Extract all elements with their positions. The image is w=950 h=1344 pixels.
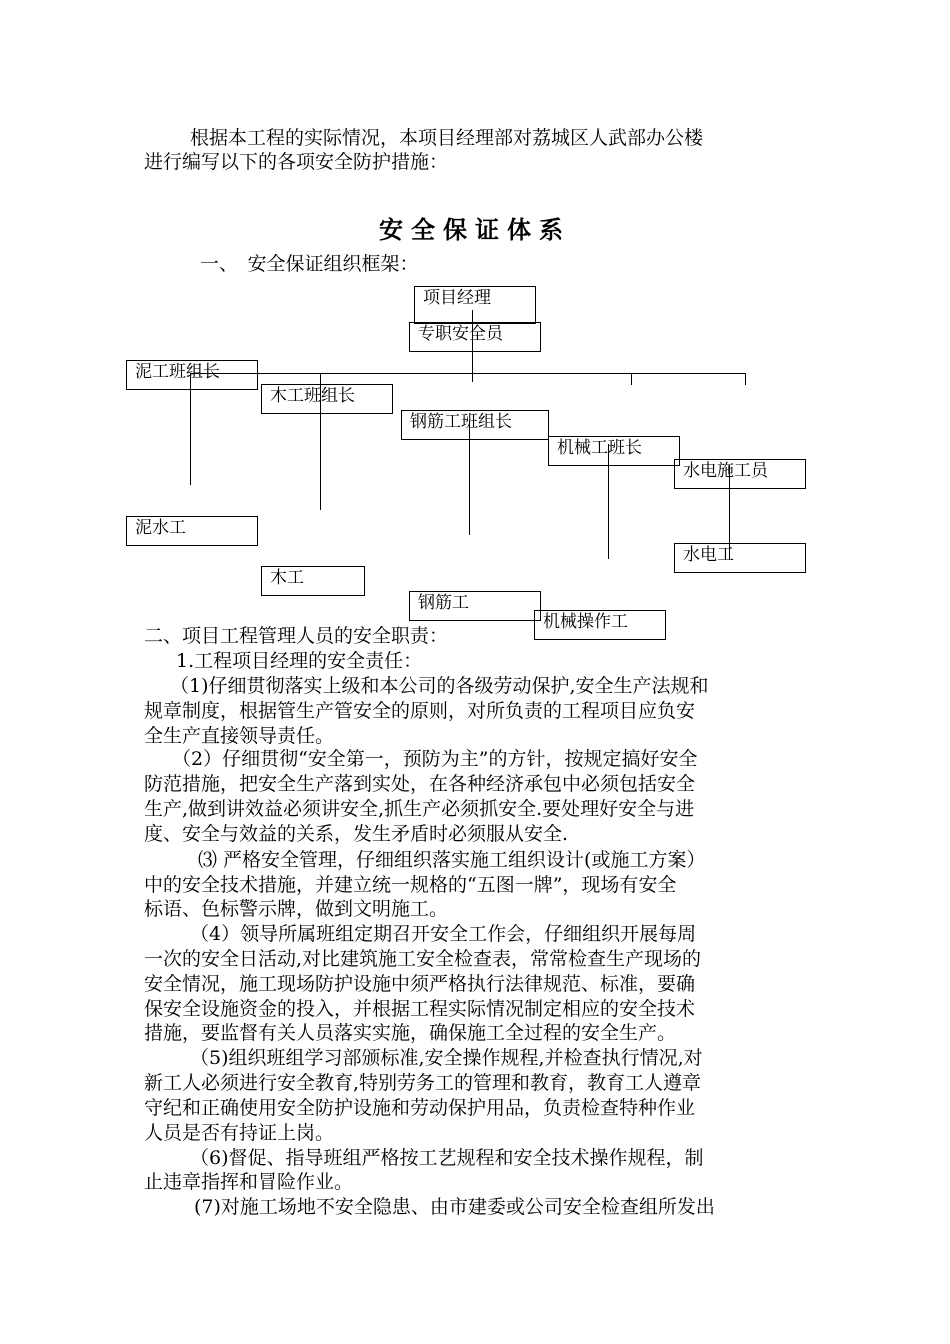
org-box-worker-machinery: 机械操作工 [534,610,666,640]
org-box-leader-plumbing: 水电施工员 [674,459,806,489]
body-line: 标语、色标警示牌，做到文明施工。 [144,898,449,920]
page-title: 安全保证体系 [379,216,571,244]
body-line: （5)组织班组学习部颁标准,安全操作规程,并检查执行情况,对 [190,1047,703,1069]
body-line: 安全情况，施工现场防护设施中须严格执行法律规范、标准，要确 [144,973,696,995]
org-box-worker-masonry: 泥水工 [126,516,258,546]
body-line: 规章制度，根据管生产管安全的原则，对所负责的工程项目应负安 [144,700,696,722]
org-box-leader-carpentry: 木工班组长 [261,384,393,414]
body-line: 保安全设施资金的投入，并根据工程实际情况制定相应的安全技术 [144,998,696,1020]
connector-line [190,373,746,374]
body-line: 一次的安全日活动,对比建筑施工安全检查表，常常检查生产现场的 [144,948,702,970]
org-box-worker-carpentry: 木工 [261,566,365,596]
body-line: （2）仔细贯彻“安全第一，预防为主”的方针，按规定搞好安全 [172,748,698,770]
body-line: 止违章指挥和冒险作业。 [144,1171,354,1193]
section-1-heading: 一、 安全保证组织框架： [200,253,419,275]
org-box-worker-plumbing: 水电工 [674,543,806,573]
body-line: 措施，要监督有关人员落实实施，确保施工全过程的安全生产。 [144,1022,677,1044]
body-line: 中的安全技术措施，并建立统一规格的“五图一牌”，现场有安全 [144,874,677,896]
org-box-worker-rebar: 钢筋工 [409,591,541,621]
org-box-leader-masonry: 泥工班组长 [126,360,258,390]
body-line: 防范措施，把安全生产落到实处，在各种经济承包中必须包括安全 [144,773,696,795]
body-line: 生产,做到讲效益必须讲安全,抓生产必须抓安全.要处理好安全与进 [144,798,695,820]
body-line: （4）领导所属班组定期召开安全工作会，仔细组织开展每周 [190,923,697,945]
connector-line [631,373,632,385]
body-line: 守纪和正确使用安全防护设施和劳动保护用品，负责检查特种作业 [144,1097,696,1119]
body-line: 人员是否有持证上岗。 [144,1122,335,1144]
body-line: (7)对施工场地不安全隐患、由市建委或公司安全检查组所发出 [194,1196,715,1218]
body-line: ⑶ 严格安全管理，仔细组织落实施工组织设计(或施工方案） [198,849,706,871]
org-box-leader-rebar: 钢筋工班组长 [401,410,549,440]
item-1-heading: 1.工程项目经理的安全责任： [176,650,423,672]
org-box-safety-officer: 专职安全员 [409,322,541,352]
body-line: 度、安全与效益的关系，发生矛盾时必须服从安全. [144,823,569,845]
intro-line-1: 根据本工程的实际情况，本项目经理部对荔城区人武部办公楼 [190,127,704,149]
body-line: （1)仔细贯彻落实上级和本公司的各级劳动保护,安全生产法规和 [170,675,709,697]
intro-line-2: 进行编写以下的各项安全防护措施： [144,151,449,173]
body-line: 全生产直接领导责任。 [144,725,335,747]
org-box-leader-machinery: 机械工班长 [548,436,680,466]
org-box-manager: 项目经理 [414,286,536,324]
section-2-heading: 二、项目工程管理人员的安全职责： [144,625,449,647]
connector-line [745,373,746,385]
body-line: 新工人必须进行安全教育,特别劳务工的管理和教育，教育工人遵章 [144,1072,702,1094]
body-line: （6)督促、指导班组严格按工艺规程和安全技术操作规程，制 [190,1147,704,1169]
